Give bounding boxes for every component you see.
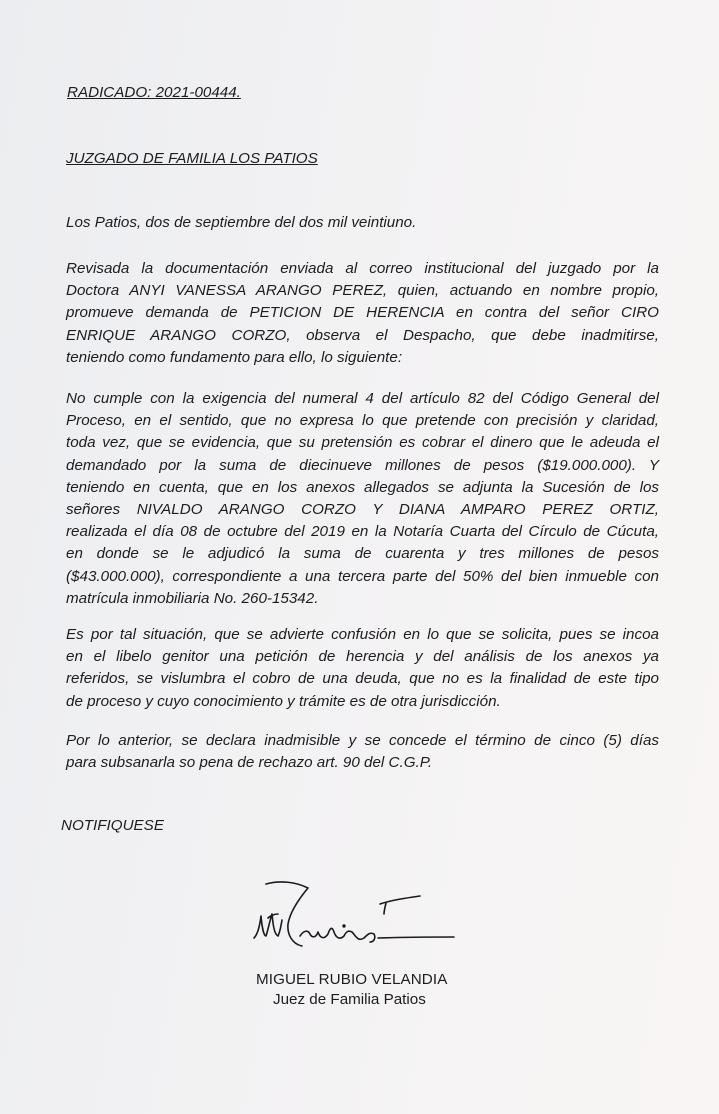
paragraph-line: No cumple con la exigencia del numeral 4 del artículo 82 del Código General del	[66, 390, 659, 407]
date-line: Los Patios, dos de septiembre del dos mil veintiuno.	[66, 214, 417, 231]
paragraph-line: realizada el día 08 de octubre del 2019 en la Notaría Cuarta del Círculo de Cúcuta,	[66, 523, 659, 541]
paragraph-line: Proceso, en el sentido, que no expresa lo que pretende con precisión y claridad,	[66, 412, 659, 430]
paragraph-line: señores NIVALDO ARANGO CORZO Y DIANA AMPARO PEREZ ORTIZ,	[66, 501, 659, 519]
paragraph-line: ($43.000.000), correspondiente a una tercera parte del 50% del bien inmueble con	[66, 567, 659, 585]
paragraph-line: en el libelo genitor una petición de herencia y del análisis de los anexos ya	[66, 648, 659, 666]
court-name: JUZGADO DE FAMILIA LOS PATIOS	[66, 150, 318, 167]
paragraph-confusion	[66, 624, 659, 713]
paragraph-line: ENRIQUE ARANGO CORZO, observa el Despacho, que debe inadmitirse,	[66, 326, 659, 344]
closing-notifiquese: NOTIFIQUESE	[61, 817, 164, 834]
paragraph-line: para subsanarla so pena de rechazo art. 90 del C.G.P.	[66, 754, 433, 772]
paragraph-line: toda vez, que se evidencia, que su pretensión es cobrar el dinero que le adeuda el	[66, 434, 659, 452]
paragraph-line: Por lo anterior, se declara inadmisible y se concede el término de cinco (5) días	[66, 732, 659, 749]
paragraph-line: promueve demanda de PETICION DE HERENCIA en contra del señor CIRO	[66, 304, 659, 322]
paragraph-line: teniendo en cuenta, que en los anexos allegados se adjunta la Sucesión de los	[66, 478, 659, 496]
paragraph-line: referidos, se vislumbra el cobro de una deuda, que no es la finalidad de este tipo	[66, 670, 659, 688]
paragraph-line: en donde se le adjudicó la suma de cuarenta y tres millones de pesos	[66, 545, 659, 563]
judge-title: Juez de Familia Patios	[273, 991, 426, 1008]
paragraph-line: Doctora ANYI VANESSA ARANGO PEREZ, quien, actuando en nombre propio,	[66, 282, 659, 300]
paragraph-review	[66, 258, 659, 369]
paragraph-line: de proceso y cuyo conocimiento y trámite es de otra jurisdicción.	[66, 692, 501, 710]
judge-name: MIGUEL RUBIO VELANDIA	[256, 971, 448, 988]
paragraph-line: demandado por la suma de diecinueve millones de pesos ($19.000.000). Y	[66, 456, 659, 474]
paragraph-decision	[66, 730, 659, 774]
case-number: RADICADO: 2021-00444.	[67, 84, 241, 101]
paragraph-line: teniendo como fundamento para ello, lo siguiente:	[66, 348, 403, 366]
paragraph-requirements	[66, 388, 659, 610]
paragraph-line: Revisada la documentación enviada al correo institucional del juzgado por la	[66, 260, 659, 277]
paragraph-line: matrícula inmobiliaria No. 260-15342.	[66, 589, 319, 607]
handwritten-signature	[248, 876, 468, 966]
paragraph-line: Es por tal situación, que se advierte confusión en lo que se solicita, pues se incoa	[66, 626, 659, 643]
